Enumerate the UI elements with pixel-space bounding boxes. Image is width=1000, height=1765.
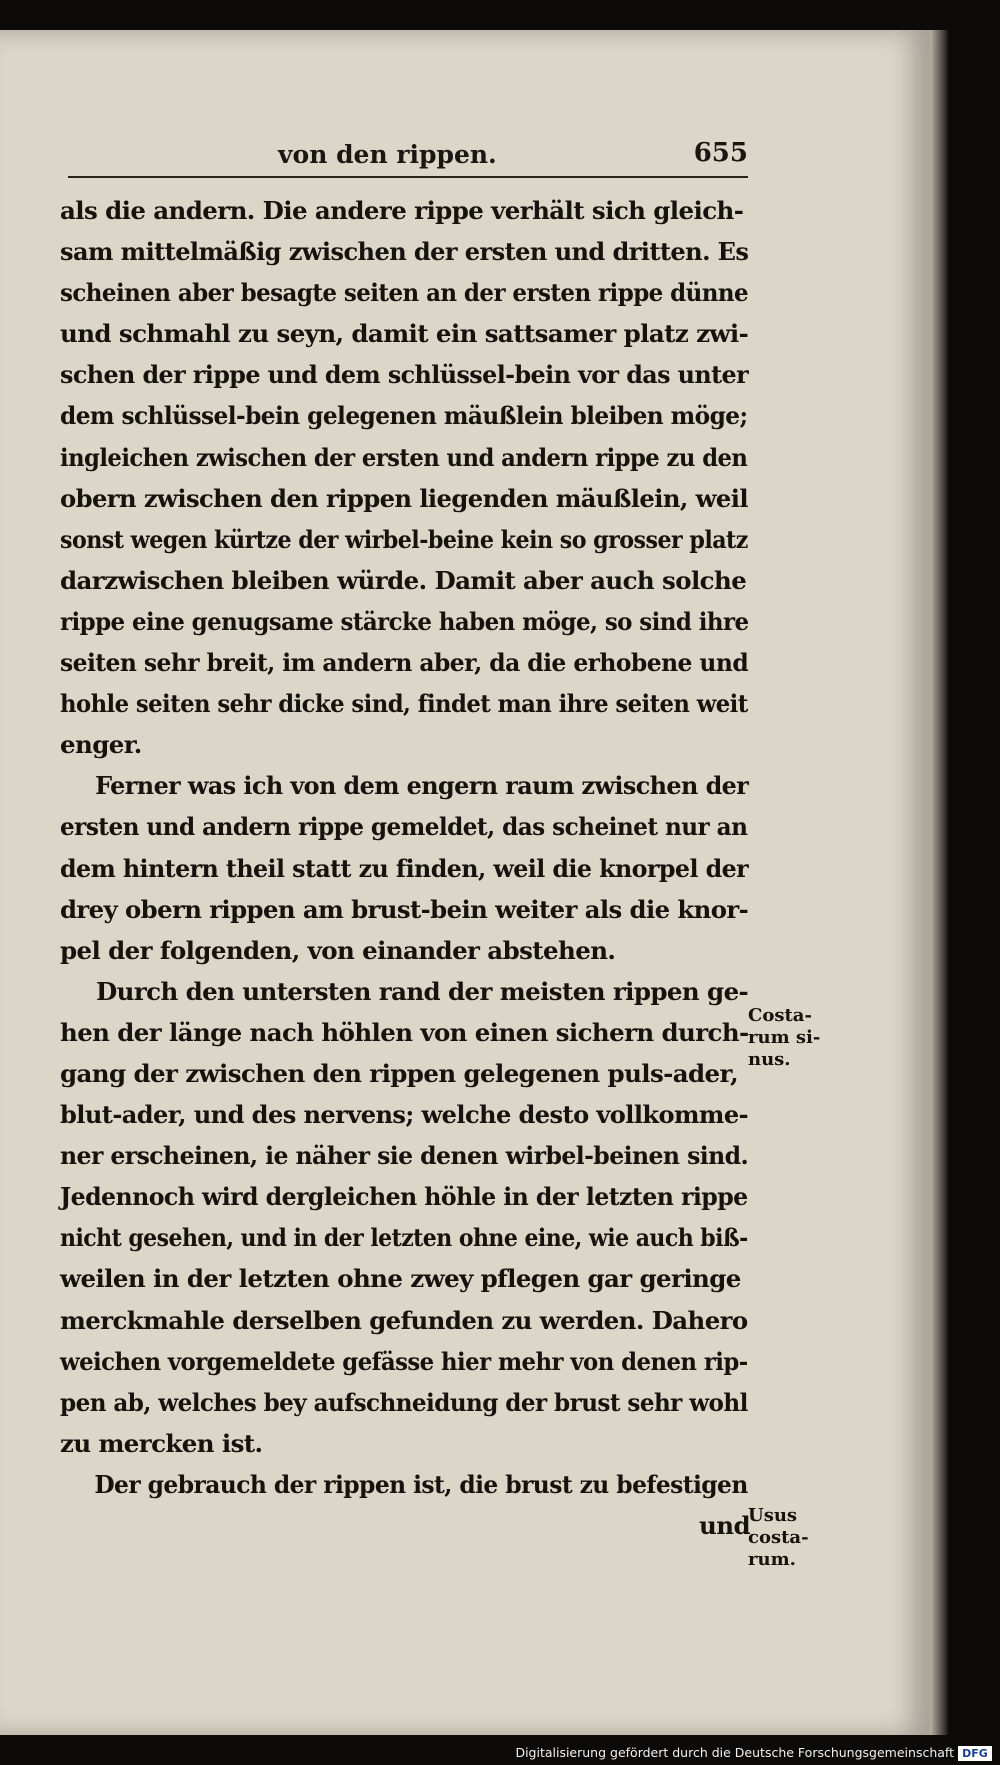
text-line: weichen vorgemeldete gefässe hier mehr von denen rip- [60, 1346, 748, 1376]
text-line: dem schlüssel-bein gelegenen mäußlein bleiben möge; [60, 401, 748, 431]
page-number: 655 [693, 138, 748, 168]
text-line: ner erscheinen, ie näher sie denen wirbel-beinen sind. [60, 1141, 749, 1171]
catchword-line: und [699, 1511, 750, 1540]
marginal-note-line: rum. [748, 1549, 796, 1570]
text-line: gang der zwischen den rippen gelegenen puls-ader, [60, 1058, 739, 1088]
text-line: und schmahl zu seyn, damit ein sattsamer platz zwi- [60, 319, 749, 349]
text-line: weilen in der letzten ohne zwey pflegen gar geringe [60, 1264, 741, 1294]
paragraph-start-line: Der gebrauch der rippen ist, die brust zu befestigen [94, 1469, 748, 1499]
running-title: von den rippen. [278, 140, 497, 169]
marginal-note-usus-costarum [748, 1505, 838, 1571]
text-line: darzwischen bleiben würde. Damit aber auch solche [60, 565, 747, 595]
marginal-note-line: nus. [748, 1049, 791, 1070]
running-header [68, 140, 748, 180]
text-line: schen der rippe und dem schlüssel-bein vor das unter [60, 360, 749, 390]
text-line: als die andern. Die andere rippe verhält sich gleich- [60, 196, 744, 225]
page-edge [930, 30, 948, 1735]
header-rule [68, 176, 748, 178]
text-line: sam mittelmäßig zwischen der ersten und dritten. Es [60, 237, 749, 267]
marginal-note-line: Usus [748, 1505, 798, 1526]
text-line: sonst wegen kürtze der wirbel-beine kein so grosser platz [60, 524, 748, 554]
funding-credit: Digitalisierung gefördert durch die Deutsche Forschungsgemeinschaft [515, 1745, 954, 1760]
text-line: dem hintern theil statt zu finden, weil die knorpel der [60, 853, 749, 883]
paragraph-start-line: Durch den untersten rand der meisten rippen ge- [96, 976, 749, 1006]
text-line: pen ab, welches bey aufschneidung der brust sehr wohl [60, 1387, 748, 1417]
dfg-logo: DFG [958, 1746, 992, 1761]
text-line: pel der folgenden, von einander abstehen. [60, 935, 616, 965]
body-text [60, 190, 750, 1546]
text-line: ersten und andern rippe gemeldet, das scheinet nur an [60, 812, 748, 842]
text-line: seiten sehr breit, im andern aber, da die erhobene und [60, 648, 749, 678]
text-line: obern zwischen den rippen liegenden mäußlein, weil [60, 483, 748, 513]
text-line: zu mercken ist. [60, 1428, 263, 1458]
paragraph-start-line: Ferner was ich von dem engern raum zwischen der [95, 771, 749, 801]
text-line: merckmahle derselben gefunden zu werden. Dahero [60, 1305, 748, 1335]
footer-bar [0, 1743, 1000, 1765]
marginal-note-line: costa- [748, 1527, 809, 1548]
text-line: scheinen aber besagte seiten an der ersten rippe dünne [60, 278, 749, 308]
text-line: hohle seiten sehr dicke sind, findet man ihre seiten weit [60, 689, 748, 719]
text-line: ingleichen zwischen der ersten und andern rippe zu den [60, 442, 748, 472]
text-line: blut-ader, und des nervens; welche desto vollkomme- [60, 1100, 749, 1130]
text-line: rippe eine genugsame stärcke haben möge, so sind ihre [60, 606, 749, 636]
text-line: enger. [60, 730, 142, 760]
text-line: Jedennoch wird dergleichen höhle in der letzten rippe [60, 1182, 748, 1212]
text-line: drey obern rippen am brust-bein weiter als die knor- [60, 894, 749, 924]
marginal-note-line: rum si- [748, 1027, 821, 1048]
text-line: nicht gesehen, und in der letzten ohne eine, wie auch biß- [60, 1223, 748, 1253]
marginal-note-line: Costa- [748, 1005, 812, 1026]
marginal-note-costarum-sinus [748, 1005, 838, 1071]
text-line: hen der länge nach höhlen von einen sichern durch- [60, 1017, 749, 1047]
